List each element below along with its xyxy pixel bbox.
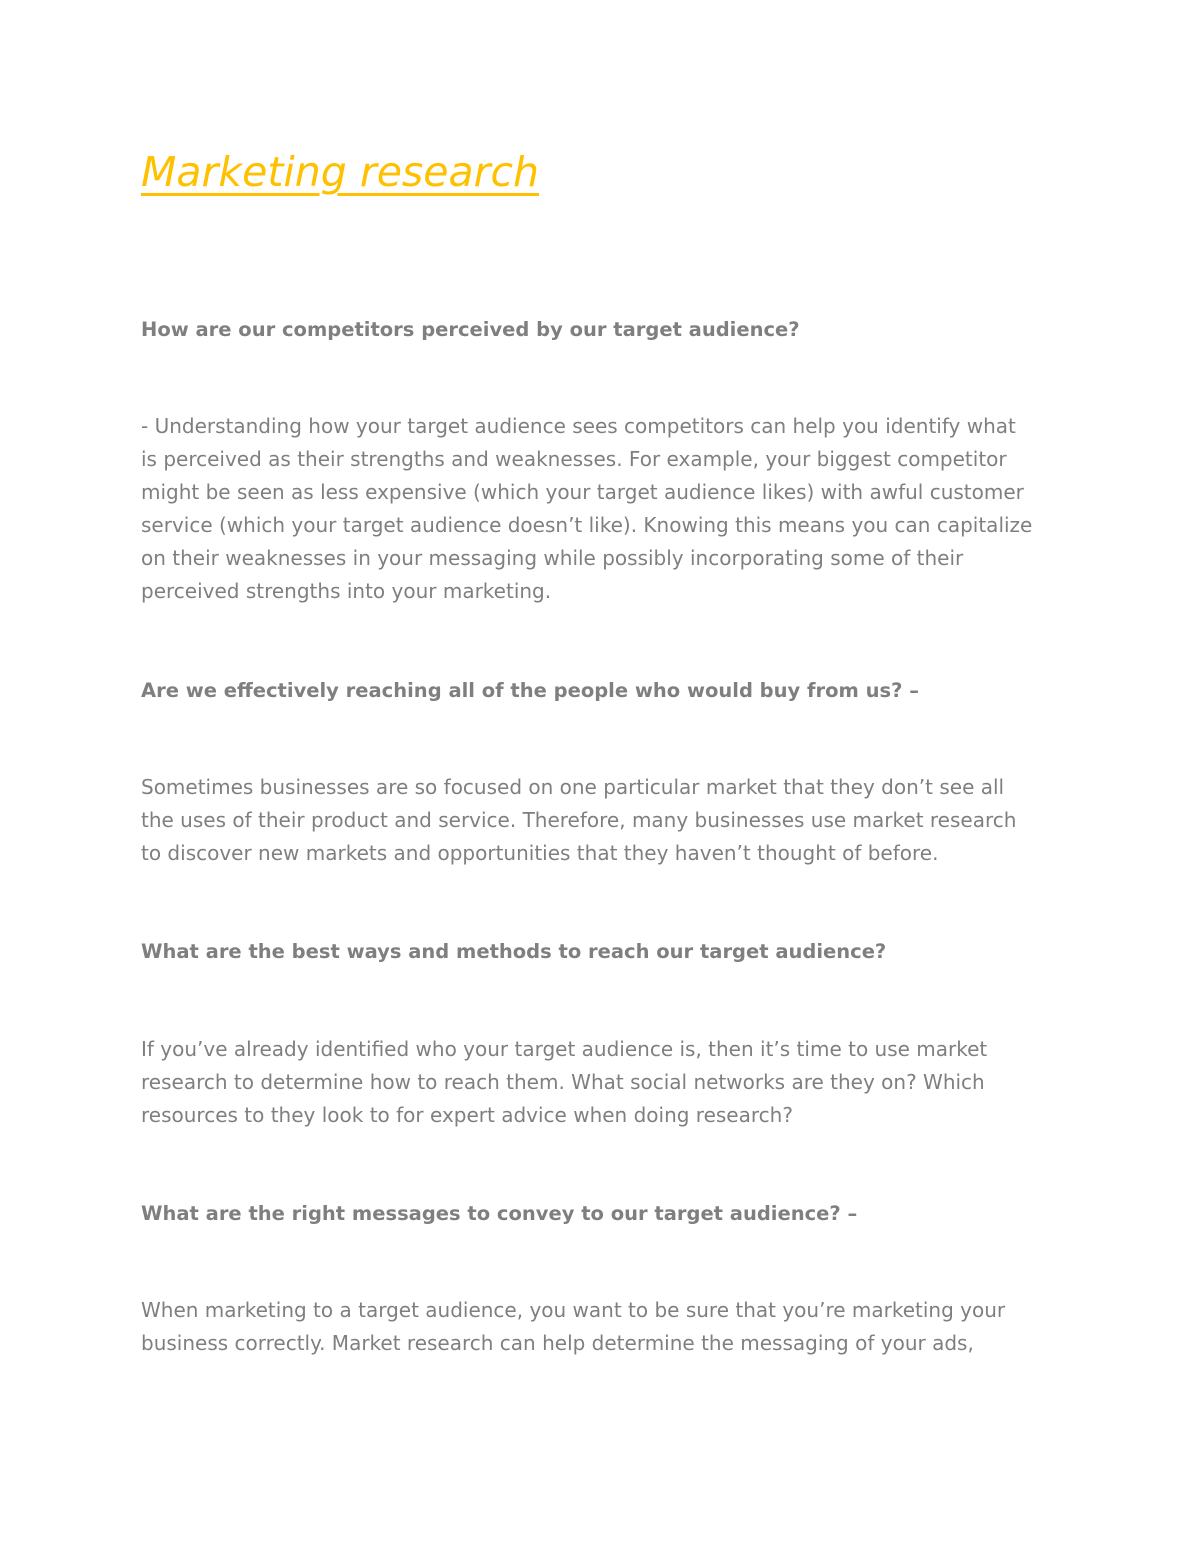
section-3-question: What are the best ways and methods to reach our target audience? [141, 940, 887, 963]
section-4-paragraph [141, 1294, 1071, 1360]
section-1-paragraph [141, 410, 1071, 608]
paragraph-line: When marketing to a target audience, you want to be sure that you’re marketing your [141, 1298, 1006, 1322]
paragraph-line: on their weaknesses in your messaging while possibly incorporating some of their [141, 546, 964, 570]
paragraph-line: the uses of their product and service. Therefore, many businesses use market research [141, 808, 1017, 832]
paragraph-line: Sometimes businesses are so focused on one particular market that they don’t see all [141, 775, 1005, 799]
paragraph-line: If you’ve already identified who your target audience is, then it’s time to use market [141, 1037, 988, 1061]
paragraph-line: is perceived as their strengths and weaknesses. For example, your biggest competitor [141, 447, 1007, 471]
paragraph-line: to discover new markets and opportunities that they haven’t thought of before. [141, 841, 939, 865]
paragraph-line: perceived strengths into your marketing. [141, 579, 552, 603]
section-2-paragraph [141, 771, 1071, 870]
paragraph-line: research to determine how to reach them. What social networks are they on? Which [141, 1070, 985, 1094]
paragraph-line: resources to they look to for expert advice when doing research? [141, 1103, 793, 1127]
document-title: Marketing research [141, 148, 540, 196]
section-4-question: What are the right messages to convey to our target audience? – [141, 1202, 858, 1225]
section-1-question: How are our competitors perceived by our target audience? [141, 318, 800, 341]
paragraph-line: business correctly. Market research can help determine the messaging of your ads, [141, 1331, 974, 1355]
section-3-paragraph [141, 1033, 1071, 1132]
paragraph-line: might be seen as less expensive (which your target audience likes) with awful customer [141, 480, 1024, 504]
paragraph-line: service (which your target audience doesn’t like). Knowing this means you can capitalize [141, 513, 1033, 537]
section-2-question: Are we effectively reaching all of the people who would buy from us? – [141, 679, 919, 702]
paragraph-line: - Understanding how your target audience sees competitors can help you identify what [141, 414, 1016, 438]
